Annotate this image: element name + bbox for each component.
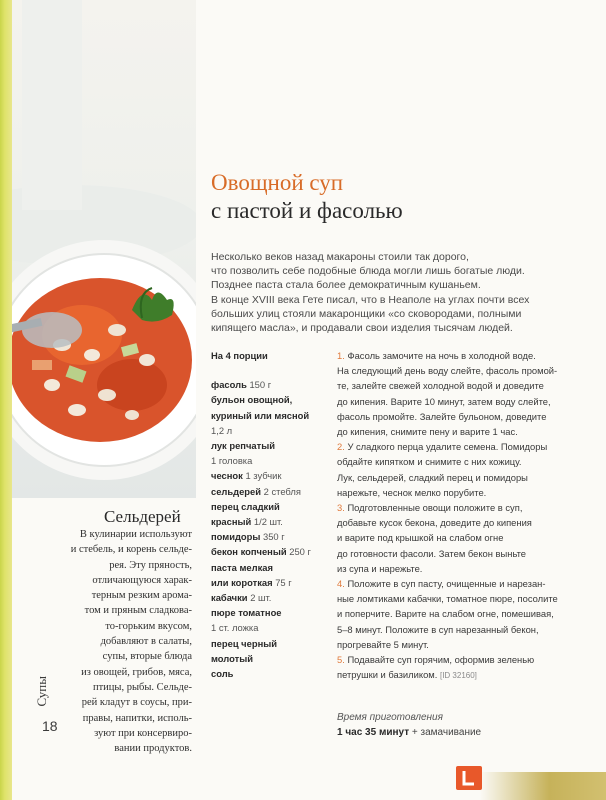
ingredient-name: паста мелкая [211, 561, 273, 573]
ingredient-row [211, 514, 331, 529]
step-line [337, 454, 599, 469]
step-text: нарежьте, чеснок мелко порубите. [337, 486, 487, 498]
bottom-gold-strip [480, 772, 606, 800]
ingredient-row [211, 529, 331, 544]
step-text: и поперчите. Варите на слабом огне, помешивая, [337, 608, 554, 620]
step-line [337, 576, 599, 591]
ingredient-qty: 1 зубчик [245, 470, 282, 482]
ingredient-name: перец сладкий [211, 500, 280, 512]
sidebar-line: вании продуктов. [114, 743, 192, 755]
sidebar-line: терным резким арома- [91, 590, 192, 602]
step-line [337, 606, 599, 621]
time-value: 1 час 35 минут [337, 727, 410, 738]
ingredient-name: молотый [211, 652, 253, 664]
step-line [337, 470, 599, 485]
ingredient-qty: 1 ст. ложка [211, 622, 259, 634]
ingredient-row [211, 438, 331, 453]
step-line [337, 378, 599, 393]
photo-credit [192, 150, 196, 450]
step-text: ные ломтиками кабачки, томатное пюре, посолите [337, 593, 558, 605]
ingredient-row [211, 590, 331, 605]
intro-line: кипящего масла», и продавали свои изделия тысячам людей. [211, 322, 513, 335]
ingredient-qty: 2 стебля [263, 485, 301, 497]
ingredient-qty: 350 г [262, 531, 285, 543]
sidebar-line: отличающуюся харак- [92, 574, 192, 586]
step-line [337, 394, 599, 409]
step-text: фасоль промойте. Залейте бульоном, доведите [337, 410, 547, 422]
ingredient-name: лук репчатый [211, 440, 275, 452]
ingredient-qty: 1 головка [211, 455, 253, 467]
step-text: обдайте кипятком и снимите с них кожицу. [337, 456, 522, 468]
step-line [337, 439, 599, 454]
step-text: добавьте кусок бекона, доведите до кипения [337, 517, 532, 529]
page-number: 18 [42, 718, 58, 734]
step-text: Подавайте суп горячим, оформив зеленью [347, 654, 535, 666]
step-text: петрушки и базиликом. [337, 669, 438, 681]
step-text: те, залейте свежей холодной водой и доведите [337, 380, 544, 392]
step-line [337, 530, 599, 545]
step-text: У сладкого перца удалите семена. Помидоры [347, 441, 548, 453]
step-line [337, 546, 599, 561]
step-line [337, 622, 599, 637]
step-line [337, 637, 599, 652]
ingredient-name: сельдерей [211, 485, 262, 497]
step-number: 1. [337, 350, 345, 361]
ingredient-name: фасоль [211, 379, 247, 391]
step-text: до кипения. Варите 10 минут, затем воду слейте, [337, 395, 551, 407]
ingredient-name: соль [211, 668, 234, 680]
step-text: Подготовленные овощи положите в суп, [347, 502, 523, 514]
step-text: 5–8 минут. Положите в суп нарезанный бекон, [337, 623, 539, 635]
ingredient-qty: 2 шт. [250, 592, 272, 604]
sidebar-line: и стебель, и корень сельде- [70, 544, 192, 556]
ingredient-qty: 1/2 шт. [253, 516, 283, 528]
ingredient-qty: 1,2 л [211, 424, 233, 436]
step-line [337, 363, 599, 378]
step-line [337, 652, 599, 667]
ingredient-name: помидоры [211, 531, 261, 543]
time-label: Время приготовления [337, 712, 443, 723]
intro-line: Несколько веков назад макароны стоили так дорого, [211, 251, 469, 263]
ingredient-row [211, 377, 331, 392]
ingredient-row [211, 620, 331, 635]
ingredient-name: бекон копченый [211, 546, 287, 558]
ingredient-row [211, 423, 331, 438]
sidebar-line: супы, вторые блюда [102, 651, 192, 663]
intro-line: больших улиц стояли макаронщики «со сковородами, полными [211, 307, 522, 320]
ingredient-row [211, 560, 331, 575]
ingredient-qty: 250 г [289, 546, 311, 558]
intro-line: В конце XVIII века Гете писал, что в Неаполе на углах почти всех [211, 293, 530, 306]
ingredient-name: куриный или мясной [211, 409, 310, 421]
ingredient-row [211, 636, 331, 651]
recipe-title-line1: Овощной суп [211, 170, 344, 195]
step-number: 5. [337, 654, 345, 666]
ingredient-qty: 150 г [249, 379, 272, 391]
soup-photo [12, 0, 196, 498]
sidebar-line: зуют при консервиро- [94, 727, 192, 739]
step-line [337, 561, 599, 576]
publisher-logo-icon [456, 766, 482, 790]
ingredient-row [211, 392, 331, 407]
time-extra: + замачивание [411, 727, 482, 738]
sidebar-line: В кулинарии используют [79, 529, 192, 540]
step-line [337, 409, 599, 424]
step-line [337, 515, 599, 530]
method-steps [337, 348, 599, 683]
ingredient-name: перец черный [211, 637, 278, 649]
cooking-time [337, 710, 481, 740]
step-text: На следующий день воду слейте, фасоль промой- [337, 365, 558, 377]
ingredient-row [211, 544, 331, 559]
step-line [337, 667, 599, 683]
step-number: 2. [337, 441, 345, 453]
step-text: Положите в суп пасту, очищенные и нарезан- [347, 578, 546, 590]
ingredient-row [211, 484, 331, 499]
ingredient-row [211, 651, 331, 666]
step-line [337, 485, 599, 500]
sidebar-line: добавляют в салаты, [100, 636, 192, 648]
intro-line: Позднее паста стала более демократичным кушаньем. [211, 279, 481, 292]
step-line [337, 348, 599, 363]
sidebar-line: рей кладут в соусы, при- [81, 697, 192, 709]
ingredient-row [211, 575, 331, 590]
intro-line: что позволить себе подобные блюда могли лишь богатые люди. [211, 265, 525, 278]
sidebar-line: то-горьким вкусом, [105, 620, 192, 632]
ingredient-row [211, 499, 331, 514]
step-text: и варите под крышкой на слабом огне [337, 532, 504, 544]
ingredient-row [211, 468, 331, 483]
servings: На 4 порции [211, 350, 268, 361]
ingredient-name: кабачки [211, 592, 248, 604]
recipe-title-line2: с пастой и фасолью [211, 198, 403, 223]
ingredient-row [211, 408, 331, 423]
book-spine-edge [0, 0, 12, 800]
ingredient-name: бульон овощной, [211, 394, 293, 406]
ingredient-row [211, 605, 331, 620]
ingredient-qty: 75 г [275, 576, 292, 588]
step-line [337, 500, 599, 515]
step-text: до готовности фасоли. Затем бекон выньте [337, 547, 527, 559]
step-text: Фасоль замочите на ночь в холодной воде. [347, 350, 536, 361]
step-text: прогревайте 5 минут. [337, 638, 429, 650]
step-number: 3. [337, 502, 345, 514]
sidebar-title: Сельдерей [104, 507, 181, 526]
sidebar-line: рея. Эту пряность, [109, 559, 192, 571]
step-number: 4. [337, 578, 345, 590]
sidebar-text [40, 527, 192, 756]
ingredient-name: красный [211, 516, 252, 528]
ingredient-name: чеснок [211, 470, 243, 482]
section-label: Супы [34, 676, 49, 707]
ingredient-row [211, 666, 331, 681]
ingredient-name: пюре томатное [211, 607, 282, 619]
recipe-intro [211, 250, 581, 335]
step-text: из супа и нарежьте. [337, 562, 423, 574]
ingredient-row [211, 453, 331, 468]
ingredient-name: или короткая [211, 576, 273, 588]
sidebar-line: из овощей, грибов, мяса, [81, 666, 192, 678]
recipe-id-code: [ID 32160] [439, 671, 477, 681]
sidebar-line: птицы, рыбы. Сельде- [92, 681, 192, 693]
step-line [337, 424, 599, 439]
sidebar-line: том и пряным сладкова- [84, 605, 192, 617]
ingredients-list [211, 348, 331, 681]
step-text: до кипения, снимите пену и варите 1 час. [337, 426, 518, 438]
sidebar-line: правы, напитки, исполь- [82, 712, 192, 724]
step-text: Лук, сельдерей, сладкий перец и помидоры [337, 471, 528, 483]
step-line [337, 591, 599, 606]
